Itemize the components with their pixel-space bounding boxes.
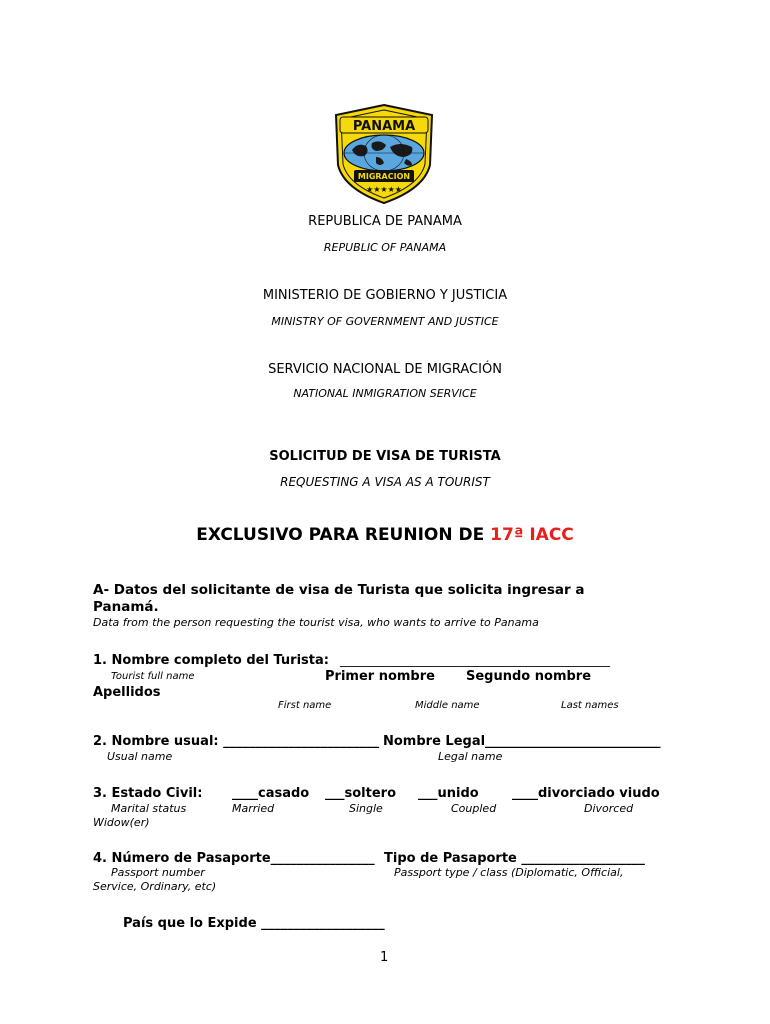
q3-divorced: Divorced [584,802,634,815]
exclusive-highlight: 17ª IACC [490,525,574,545]
logo-bottom-text: MIGRACION [357,172,411,181]
q4-tipo[interactable]: Tipo de Pasaporte ___________________ [384,851,645,866]
form-title-en: REQUESTING A VISA AS A TOURIST [280,475,490,489]
ministry-title-en: MINISTRY OF GOVERNMENT AND JUSTICE [271,315,499,328]
q2-sub: Usual name [107,750,173,763]
page-number: 1 [380,950,389,965]
q3-soltero[interactable]: ___soltero [325,786,396,801]
q4-sub: Passport number [111,866,205,879]
q1-primer: Primer nombre [325,669,435,684]
q2-legal[interactable]: Nombre Legal___________________________ [383,734,661,749]
q3-single: Single [349,802,383,815]
q4-tipo-en2: Service, Ordinary, etc) [93,880,217,893]
q1-middle-en: Middle name [415,700,480,711]
q3-married: Married [232,802,275,815]
q4-label[interactable]: 4. Número de Pasaporte________________ [93,851,375,866]
q3-unido[interactable]: ___unido [418,786,479,801]
section-a-title-line2: Panamá. [93,599,159,615]
republic-title-en: REPUBLIC OF PANAMA [323,241,447,254]
section-a-subtitle: Data from the person requesting the tourist visa, who wants to arrive to Panama [93,616,539,629]
q3-casado[interactable]: ____casado [232,786,310,801]
logo-top-text: PANAMA [352,119,416,134]
q3-sub: Marital status [111,802,187,815]
q2-label[interactable]: 2. Nombre usual: ________________________ [93,734,380,749]
q5-label[interactable]: País que lo Expide ___________________ [123,916,385,931]
section-a-title-line1: A- Datos del solicitante de visa de Turista que solicita ingresar a [93,582,585,598]
ministry-title: MINISTERIO DE GOBIERNO Y JUSTICIA [262,288,508,303]
logo-stars: ★★★★★ [366,185,402,194]
q3-widow: Widow(er) [93,816,150,829]
q3-divorciado[interactable]: ____divorciado viudo [512,786,660,801]
exclusive-heading [0,525,770,545]
service-title-en: NATIONAL INMIGRATION SERVICE [293,387,477,400]
q1-apellidos: Apellidos [93,685,161,700]
q1-last-en: Last names [561,700,619,711]
q1-segundo: Segundo nombre [466,669,592,684]
exclusive-prefix: EXCLUSIVO PARA REUNION DE [196,525,491,545]
panama-migracion-logo [332,103,436,205]
q2-legal-en: Legal name [438,750,503,763]
q1-full-name-field[interactable]: _____________________________________________ [340,653,610,667]
q1-sub: Tourist full name [111,671,195,682]
service-title: SERVICIO NACIONAL DE MIGRACIÓN [268,362,502,377]
q1-first-en: First name [278,700,332,711]
q4-tipo-en: Passport type / class (Diplomatic, Official, [394,866,624,879]
q3-label: 3. Estado Civil: [93,786,203,801]
form-title: SOLICITUD DE VISA DE TURISTA [269,449,501,464]
republic-title: REPUBLICA DE PANAMA [308,214,462,229]
q3-coupled: Coupled [451,802,497,815]
q1-label: 1. Nombre completo del Turista: [93,653,329,668]
